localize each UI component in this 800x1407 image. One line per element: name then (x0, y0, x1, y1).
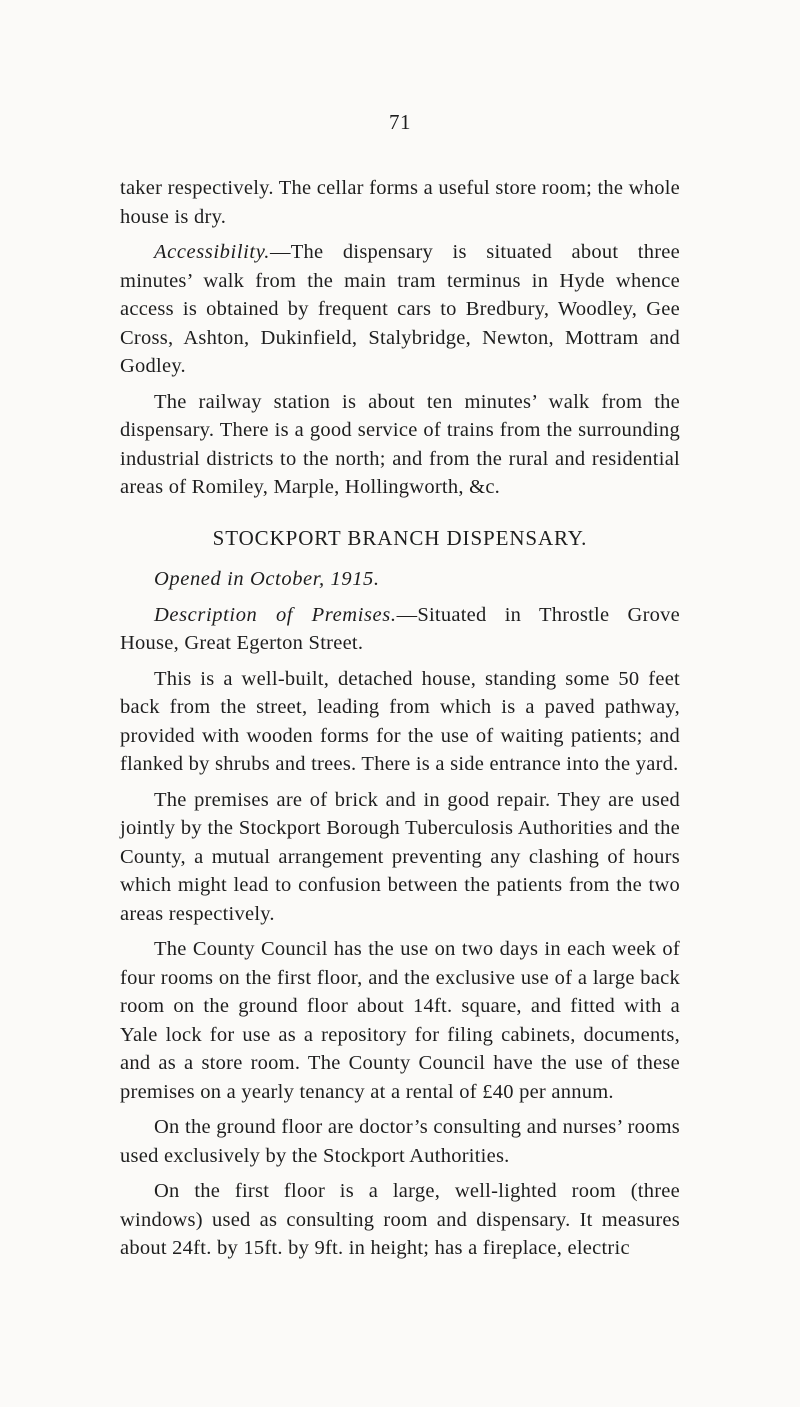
opened-date: Opened in October, 1915. (154, 568, 380, 590)
paragraph-premises: The premises are of brick and in good repair. They are used jointly by the Stockport Borough Tuberculosis Authorities and the County, a mutual arrangement preventing any clashing of hours which might lead to confusion between the patients from the two areas respectively. (120, 788, 680, 925)
paragraph-accessibility (120, 238, 680, 381)
accessibility-lead: Accessibility. (154, 241, 270, 263)
paragraph-continuation: taker respectively. The cellar forms a useful store room; the whole house is dry. (120, 177, 680, 228)
paragraph-first-floor: On the first floor is a large, well-lighted room (three windows) used as consulting room and dispensary. It measures about 24ft. by 15ft. by 9ft. in height; has a fireplace, electric (120, 1180, 680, 1259)
description-lead: Description of Premises. (154, 603, 397, 626)
paragraph-county-council: The County Council has the use on two days in each week of four rooms on the first floor, and the exclusive use of a large back room on the ground floor about 14ft. square, and fitted with a Yale lock for use as a repository for filing cabinets, documents, and as a store room. The County Council have the use of these premises on a yearly tenancy at a rental of £40 per annum. (120, 938, 680, 1103)
paragraph-railway: The railway station is about ten minutes’ walk from the dispensary. There is a good service of trains from the surrounding industrial districts to the north; and from the rural and residential areas of Romiley, Marple, Hollingworth, &c. (120, 390, 680, 498)
paragraph-ground-floor: On the ground floor are doctor’s consulting and nurses’ rooms used exclusively by the Stockport Authorities. (120, 1116, 680, 1167)
section-heading: STOCKPORT BRANCH DISPENSARY. (212, 525, 588, 550)
paragraph-description (120, 601, 680, 658)
paragraph-house: This is a well-built, detached house, standing some 50 feet back from the street, leading from which is a paved pathway, provided with wooden forms for the use of waiting patients; and flanked by shrubs and trees. There is a side entrance into the yard. (120, 667, 680, 775)
page-body (120, 174, 680, 1270)
description-text: —Situated in Throstle Grove House, Great Egerton Street. (120, 603, 680, 654)
page-number: 71 (389, 110, 411, 134)
accessibility-text: —The dispensary is situated about three minutes’ walk from the main tram terminus in Hyde whence access is obtained by frequent cars to Bredbury, Woodley, Gee Cross, Ashton, Dukinfield, Stalybridge, Newton, Mottram and Godley. (120, 241, 680, 377)
